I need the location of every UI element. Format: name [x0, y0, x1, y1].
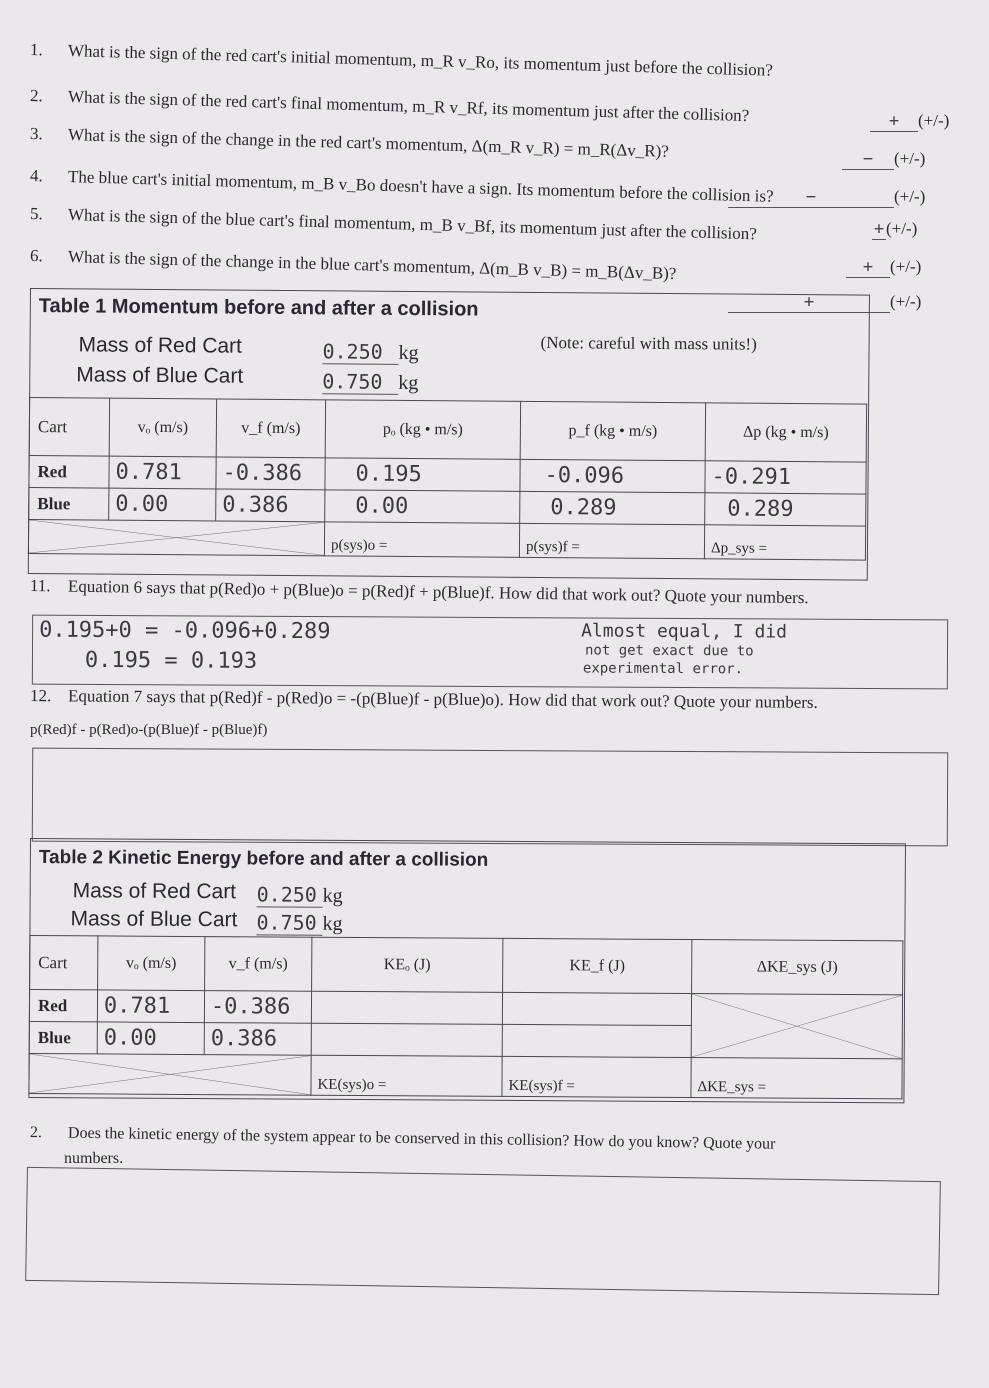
table-title: Table 2 Kinetic Energy before and after a collision	[38, 847, 489, 871]
question-3	[30, 124, 669, 162]
col-cart: Cart	[29, 398, 109, 457]
answer-field[interactable]: +	[873, 219, 885, 239]
cross-mark	[29, 520, 324, 555]
col-dp: Δp (kg • m/s)	[705, 403, 866, 462]
answer-suffix: (+/-)	[894, 187, 926, 206]
mass-blue-input[interactable]: 0.750	[322, 369, 398, 395]
cell-dp[interactable]: -0.291	[705, 461, 866, 494]
question-number: 6.	[29, 246, 44, 266]
question-number: 2.	[29, 1124, 43, 1142]
q11-answer-box[interactable]	[32, 615, 948, 690]
cell-vf[interactable]: 0.386	[204, 1023, 311, 1056]
cell-vf[interactable]: 0.386	[216, 489, 325, 522]
col-po: pₒ (kg • m/s)	[325, 400, 520, 460]
mass-unit: kg	[398, 341, 419, 365]
question-text: Equation 6 says that p(Red)o + p(Blue)o = p(Red)f + p(Blue)f. How did that work out? Quote your numbers.	[67, 576, 809, 608]
col-cart: Cart	[30, 936, 98, 990]
header-row	[30, 936, 903, 995]
question-12	[30, 686, 818, 713]
cell-kef[interactable]	[502, 992, 691, 1025]
cell-keo[interactable]	[311, 991, 502, 1024]
col-vo: vₒ (m/s)	[109, 398, 216, 457]
question-number: 11.	[29, 576, 51, 596]
header-row	[29, 398, 866, 463]
table-title: Table 1 Momentum before and after a collision	[38, 295, 479, 321]
table-2	[28, 838, 906, 1103]
mass-blue-row	[256, 910, 342, 936]
cell-vo[interactable]: 0.00	[97, 1022, 204, 1055]
question-number: 12.	[29, 686, 52, 706]
question-number: 4.	[29, 166, 44, 186]
system-row	[28, 519, 865, 560]
answer-field[interactable]: −	[842, 149, 894, 170]
cell-po[interactable]: 0.195	[325, 458, 520, 492]
question-1-answer	[870, 111, 949, 132]
mass-red-row	[322, 339, 418, 365]
question-ke-conserved	[30, 1124, 776, 1154]
question-number: 1.	[29, 40, 44, 60]
question-text: What is the sign of the change in the blue cart's momentum, Δ(m_B v_B) = m_B(Δv_B)?	[67, 247, 677, 284]
dp-sys[interactable]: Δp_sys =	[704, 525, 865, 560]
table-row	[29, 990, 902, 1027]
mass-blue-row	[322, 369, 418, 395]
answer-suffix: (+/-)	[894, 149, 926, 168]
cell-vo[interactable]: 0.781	[109, 456, 216, 489]
mass-blue-input[interactable]: 0.750	[256, 910, 322, 935]
mass-red-label: Mass of Red Cart	[72, 879, 237, 904]
answer-suffix: (+/-)	[890, 257, 922, 276]
question-11	[30, 576, 809, 608]
row-label: Red	[29, 455, 109, 488]
col-vf: v_f (m/s)	[205, 937, 312, 992]
crossed-cell	[691, 994, 902, 1059]
col-pf: p_f (kg • m/s)	[520, 401, 705, 460]
dke-sys[interactable]: ΔKE_sys =	[691, 1058, 902, 1099]
col-dke: ΔKE_sys (J)	[692, 940, 903, 995]
question-text: Does the kinetic energy of the system appear to be conserved in this collision? How do you know? Quote your	[67, 1124, 776, 1153]
ke-answer-box[interactable]	[25, 1167, 941, 1295]
cell-dp[interactable]: 0.289	[705, 493, 866, 526]
cell-vf[interactable]: -0.386	[216, 457, 325, 490]
q11-note-3: experimental error.	[582, 660, 744, 678]
kinetic-energy-table	[28, 935, 903, 1099]
momentum-table	[28, 397, 867, 561]
cell-vo[interactable]: 0.781	[97, 990, 204, 1023]
q11-note-2: not get exact due to	[584, 642, 754, 660]
question-number: 5.	[29, 204, 44, 224]
p-sys-f[interactable]: p(sys)f =	[519, 523, 704, 558]
row-label: Blue	[29, 1021, 97, 1053]
col-vo: vₒ (m/s)	[98, 936, 205, 991]
mass-unit: kg	[322, 912, 343, 935]
question-text: What is the sign of the blue cart's final momentum, m_B v_Bf, its momentum just after the collision?	[67, 205, 758, 244]
mass-blue-label: Mass of Blue Cart	[76, 363, 244, 388]
question-2	[30, 86, 750, 126]
answer-field[interactable]: +	[870, 111, 918, 132]
mass-unit: kg	[398, 371, 419, 395]
crossed-cell	[29, 1053, 311, 1095]
row-label: Red	[29, 990, 97, 1022]
mass-red-input[interactable]: 0.250	[257, 882, 323, 907]
cell-po[interactable]: 0.00	[325, 490, 520, 524]
mass-red-label: Mass of Red Cart	[78, 333, 243, 358]
question-4-answer	[872, 219, 917, 240]
answer-field[interactable]: +	[846, 257, 890, 278]
mass-red-input[interactable]: 0.250	[322, 339, 398, 365]
mass-blue-label: Mass of Blue Cart	[70, 907, 238, 932]
question-5	[30, 204, 757, 244]
col-vf: v_f (m/s)	[216, 399, 325, 458]
system-row	[29, 1053, 902, 1098]
question-number: 3.	[29, 124, 44, 144]
cell-kef[interactable]	[502, 1024, 691, 1057]
crossed-cell	[28, 519, 324, 555]
answer-suffix: (+/-)	[918, 111, 950, 130]
answer-suffix: (+/-)	[890, 292, 922, 311]
question-text: What is the sign of the change in the red cart's momentum, Δ(m_R v_R) = m_R(Δv_R)?	[67, 125, 670, 161]
question-5-answer	[846, 257, 921, 278]
question-text: The blue cart's initial momentum, m_B v_Bo doesn't have a sign. Its momentum before the collision is?	[67, 167, 774, 206]
cell-keo[interactable]	[311, 1023, 502, 1056]
table-1	[28, 288, 870, 581]
question-text-continued: numbers.	[64, 1150, 124, 1167]
table-note: (Note: careful with mass units!)	[540, 333, 757, 354]
question-2-answer	[842, 149, 925, 170]
cross-mark	[29, 1054, 310, 1095]
p-sys-o[interactable]: p(sys)o =	[324, 522, 519, 558]
cross-mark	[692, 994, 902, 1058]
cell-vf[interactable]: -0.386	[204, 991, 311, 1024]
question-text: Equation 7 says that p(Red)f - p(Red)o = -(p(Blue)f - p(Blue)o). How did that work out? Quote your numbers.	[67, 686, 818, 712]
question-text: What is the sign of the red cart's initial momentum, m_R v_Ro, its momentum just before the collision?	[67, 41, 774, 80]
answer-field[interactable]: −	[728, 187, 894, 208]
q11-line-1: 0.195+0 = -0.096+0.289	[39, 617, 331, 645]
q12-subtext: p(Red)f - p(Red)o-(p(Blue)f - p(Blue)f)	[30, 722, 268, 738]
answer-field[interactable]: +	[728, 292, 890, 313]
q11-line-2: 0.195 = 0.193	[84, 647, 258, 674]
ke-sys-f[interactable]: KE(sys)f =	[502, 1056, 691, 1097]
question-6	[30, 246, 677, 284]
question-1	[30, 40, 773, 81]
row-label: Blue	[29, 487, 109, 520]
mass-unit: kg	[322, 884, 343, 907]
cell-pf[interactable]: -0.096	[520, 459, 705, 492]
col-keo: KEₒ (J)	[312, 937, 503, 992]
mass-red-row	[257, 882, 343, 908]
ke-sys-o[interactable]: KE(sys)o =	[311, 1055, 502, 1096]
question-text: What is the sign of the red cart's final momentum, m_R v_Rf, its momentum just after the collision?	[67, 87, 750, 126]
col-kef: KE_f (J)	[503, 938, 692, 993]
cell-vo[interactable]: 0.00	[109, 488, 216, 521]
cell-pf[interactable]: 0.289	[520, 491, 705, 524]
q11-note-1: Almost equal, I did	[581, 620, 788, 643]
question-4	[30, 166, 774, 207]
answer-suffix: (+/-)	[886, 219, 918, 238]
q12-answer-box[interactable]	[32, 748, 948, 847]
question-number: 2.	[29, 86, 44, 106]
